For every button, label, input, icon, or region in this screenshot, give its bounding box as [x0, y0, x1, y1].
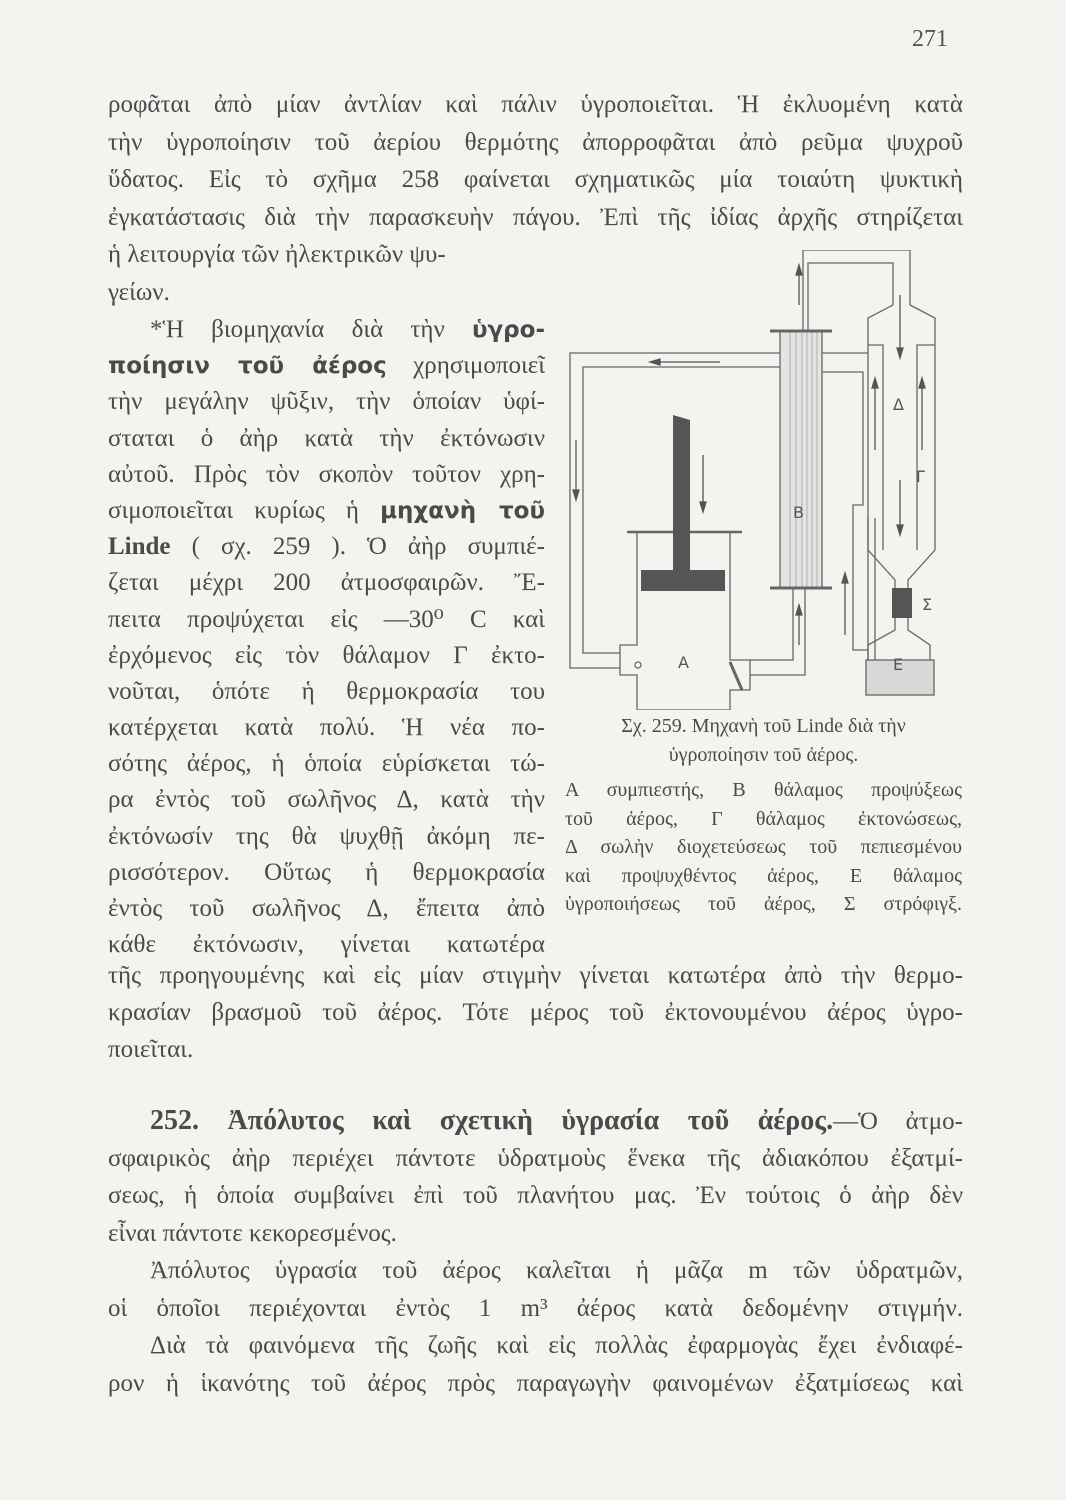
text-line: οἱ ὁποῖοι περιέχονται ἐντὸς 1 m³ ἀέρος κατὰ δεδομένην στιγμήν. [108, 1294, 963, 1322]
text-line: σφαιρικὸς ἀὴρ περιέχει πάντοτε ὑδρατμοὺς ἕνεκα τῆς ἀδιακόπου ἐξατμί- [108, 1144, 963, 1172]
precooling-chamber [780, 331, 822, 588]
text-line: Δ σωλὴν διοχετεύσεως τοῦ πεπιεσμένου [565, 836, 962, 858]
label-sigma: Σ [922, 595, 933, 614]
text-line: τὴν ὑγροποίησιν τοῦ ἀερίου θερμότης ἀπορροφᾶται ἀπὸ ρεῦμα ψυχροῦ [108, 128, 963, 156]
label-b: B [793, 503, 804, 522]
text-line: γείων. [108, 278, 170, 306]
text-line: τοῦ ἀέρος, Γ θάλαμος ἐκτονώσεως, [565, 807, 962, 830]
valve-sigma [892, 588, 912, 618]
text-line: ρα ἐντὸς τοῦ σωλῆνος Δ, κατὰ τὴν [108, 786, 545, 814]
text-line: ἐρχόμενος εἰς τὸν θάλαμον Γ ἐκτο- [108, 641, 545, 669]
text-line: ζεται μέχρι 200 ἀτμοσφαιρῶν. Ἔ- [108, 569, 545, 597]
text-line: σταται ὁ ἀὴρ κατὰ τὴν ἐκτόνωσιν [108, 424, 545, 452]
text-line: ποιεῖται. [108, 1036, 194, 1063]
text-segment: *Ἡ βιομηχανία διὰ τὴν [150, 316, 472, 343]
bold-term: Linde [108, 533, 171, 561]
text-line: αὐτοῦ. Πρὸς τὸν σκοπὸν τοῦτον χρη- [108, 460, 545, 488]
bold-term: ποίησιν τοῦ ἀέρος [108, 353, 387, 380]
text-line: ὑγροποιήσεως τοῦ ἀέρος, Σ στρόφιγξ. [565, 893, 962, 915]
paragraph-air-liquefaction-continued [108, 957, 963, 1068]
text-line: εἶναι πάντοτε κεκορεσμένος. [108, 1219, 397, 1247]
text-line: σεως, ἡ ὁποία συμβαίνει ἐπὶ τοῦ πλανήτου μας. Ἐν τούτοις ὁ ἀὴρ δὲν [108, 1182, 963, 1209]
label-e: E [893, 655, 904, 674]
label-delta: Δ [893, 395, 904, 414]
text-line: ρον ἡ ἱκανότης τοῦ ἀέρος πρὸς παραγωγὴν φαινομένων ἐξατμίσεως καὶ [108, 1369, 963, 1397]
text-line: ὑγροποίησιν τοῦ ἀέρος. [668, 744, 859, 766]
text-segment: ( σχ. 259 ). Ὁ ἀὴρ συμπιέ- [170, 533, 545, 561]
text-line [108, 348, 545, 384]
bold-term: ὑγρο- [471, 317, 545, 343]
text-segment: —Ὁ ἀτμο- [833, 1108, 963, 1135]
pipe-b-vessel [822, 353, 875, 660]
outlet-valve [730, 662, 742, 690]
text-line: Α συμπιεστής, Β θάλαμος προψύξεως [565, 779, 962, 801]
text-line: Διὰ τὰ φαινόμενα τῆς ζωῆς καὶ εἰς πολλὰς ἐφαρμογὰς ἔχει ἐνδιαφέ- [150, 1332, 963, 1359]
text-line: ὕδατος. Εἰς τὸ σχῆμα 258 φαίνεται σχηματικῶς μία τοιαύτη ψυκτικὴ [108, 166, 963, 193]
text-line: ἐκτόνωσίν της θὰ ψυχθῇ ἀκόμη πε- [108, 822, 545, 850]
text-line: τῆς προηγουμένης καὶ εἰς μίαν στιγμὴν γίνεται κατωτέρα ἀπὸ τὴν θερμο- [108, 962, 963, 989]
pipe-top [803, 250, 910, 330]
text-line: Ἀπόλυτος ὑγρασία τοῦ ἀέρος καλεῖται ἡ μᾶζα m τῶν ὑδρατμῶν, [150, 1257, 963, 1284]
label-a: A [678, 653, 689, 672]
liquefaction-chamber [868, 618, 930, 660]
bold-term: 252. Ἀπόλυτος καὶ σχετικὴ ὑγρασία τοῦ ἀέρος. [150, 1105, 834, 1136]
bold-term: μηχανὴ τοῦ [380, 497, 545, 524]
piston [641, 570, 725, 591]
text-line: ἐντὸς τοῦ σωλῆνος Δ, ἔπειτα ἀπὸ [108, 895, 545, 922]
text-line: κρασίαν βρασμοῦ τοῦ ἀέρος. Τότε μέρος τοῦ ἐκτονουμένου ἀέρος ὑγρο- [108, 999, 963, 1026]
label-gamma: Γ [916, 467, 925, 486]
figure-caption-legend [565, 776, 962, 919]
text-line [108, 493, 545, 529]
section-252-humidity [108, 1102, 963, 1402]
text-line: σότης ἀέρος, ἡ ὁποία εὑρίσκεται τώ- [108, 750, 545, 778]
text-line: ἐγκατάστασις διὰ τὴν παρασκευὴν πάγου. Ἐπὶ τῆς ἰδίας ἀρχῆς στηρίζεται [108, 203, 963, 231]
text-line: καὶ προψυχθέντος ἀέρος, Ε θάλαμος [565, 864, 962, 887]
page-number: 271 [912, 26, 948, 52]
text-line: τὴν μεγάλην ψῦξιν, τὴν ὁποίαν ὑφί- [108, 388, 545, 416]
text-line [108, 529, 545, 565]
text-line: νοῦται, ὁπότε ἡ θερμοκρασία του [108, 677, 545, 705]
flow-arrows [573, 265, 925, 645]
text-segment: χρησιμοποιεῖ [386, 352, 545, 380]
text-segment: σιμοποιεῖται κυρίως ἡ [108, 496, 381, 524]
pipe-compressor-out [750, 588, 805, 675]
paragraph-air-liquefaction [108, 312, 545, 963]
text-line: κατέρχεται κατὰ πολύ. Ἡ νέα πο- [108, 714, 545, 742]
text-line [108, 312, 545, 348]
linde-machine-diagram [550, 250, 950, 710]
text-line: ρισσότερον. Οὕτως ἡ θερμοκρασία [108, 858, 545, 886]
text-line [108, 1102, 963, 1140]
inlet-valve [635, 662, 641, 668]
text-line: ἡ λειτουργία τῶν ἠλεκτρικῶν ψυ- [108, 241, 446, 268]
inner-tube-delta [868, 345, 935, 550]
piston-rod [673, 415, 690, 570]
text-line: κάθε ἐκτόνωσιν, γίνεται κατωτέρα [108, 931, 545, 959]
text-line: πειτα προψύχεται εἰς —30⁰ C καὶ [108, 605, 545, 633]
figure-caption-title [565, 712, 962, 770]
text-line: ροφᾶται ἀπὸ μίαν ἀντλίαν καὶ πάλιν ὑγροποιεῖται. Ἡ ἐκλυομένη κατὰ [108, 91, 963, 118]
text-line: Σχ. 259. Μηχανὴ τοῦ Linde διὰ τὴν [621, 715, 906, 737]
